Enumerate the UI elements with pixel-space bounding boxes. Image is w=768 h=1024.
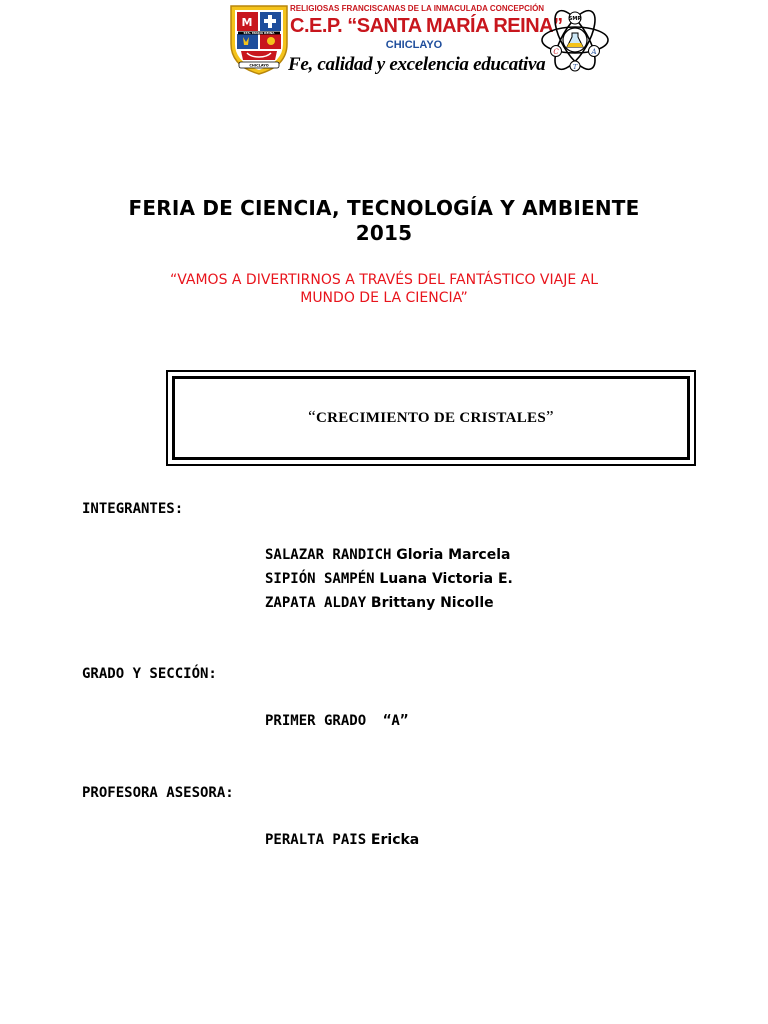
school-slogan: Fe, calidad y excelencia educativa: [288, 54, 546, 75]
school-shield-logo: [229, 4, 289, 76]
fair-title-line-2: 2015: [355, 221, 413, 245]
advisor-surname: PERALTA PAIS: [265, 832, 367, 848]
member-2: [265, 571, 513, 587]
school-city: CHICLAYO: [385, 39, 443, 51]
advisor-label: PROFESORA ASESORA:: [82, 785, 234, 801]
fair-title-line-1: FERIA DE CIENCIA, TECNOLOGÍA Y AMBIENTE: [128, 196, 640, 220]
member-3-given-names: Brittany Nicolle: [370, 595, 494, 611]
congregation-name: RELIGIOSAS FRANCISCANAS DE LA INMACULADA CONCEPCIÓN: [290, 4, 545, 13]
project-title-box-inner-border: [172, 376, 690, 460]
grade-value: [265, 713, 408, 729]
seal-letter-c: C: [553, 48, 559, 56]
member-1: [265, 547, 510, 563]
project-close-quote: ”: [546, 407, 554, 426]
seal-letter-smr: SMR: [568, 16, 582, 22]
fair-title: [60, 196, 708, 246]
fair-motto: [70, 271, 698, 307]
svg-text:M: M: [241, 16, 253, 29]
science-seal-logo: [539, 6, 611, 74]
project-title: [175, 407, 687, 427]
grade-value-text: PRIMER GRADO “A”: [265, 713, 409, 729]
shield-ribbon-text: CHICLAYO: [249, 63, 269, 68]
member-1-given-names: Gloria Marcela: [396, 547, 511, 563]
shield-text: STA. MARIA REINA: [243, 31, 275, 35]
member-3-surname: ZAPATA ALDAY: [265, 595, 367, 611]
project-title-box: [166, 370, 696, 466]
member-1-surname: SALAZAR RANDICH: [265, 547, 392, 563]
project-open-quote: “: [308, 407, 316, 426]
fair-motto-line-1: “VAMOS A DIVERTIRNOS A TRAVÉS DEL FANTÁSTICO VIAJE AL: [169, 272, 599, 288]
grade-label: GRADO Y SECCIÓN:: [82, 666, 217, 682]
seal-letter-a: A: [591, 48, 597, 56]
school-header: [0, 0, 768, 85]
school-name: C.E.P. “SANTA MARÍA REINA”: [290, 15, 563, 37]
advisor-given-name: Ericka: [370, 832, 420, 848]
member-2-surname: SIPIÓN SAMPÉN: [265, 571, 375, 587]
members-label: INTEGRANTES:: [82, 501, 184, 517]
member-2-given-names: Luana Victoria E.: [379, 571, 513, 587]
seal-letter-t: T: [572, 63, 578, 71]
project-title-text: CRECIMIENTO DE CRISTALES: [315, 410, 547, 426]
advisor-name: [265, 832, 419, 848]
member-3: [265, 595, 494, 611]
fair-motto-line-2: MUNDO DE LA CIENCIA”: [300, 290, 468, 306]
